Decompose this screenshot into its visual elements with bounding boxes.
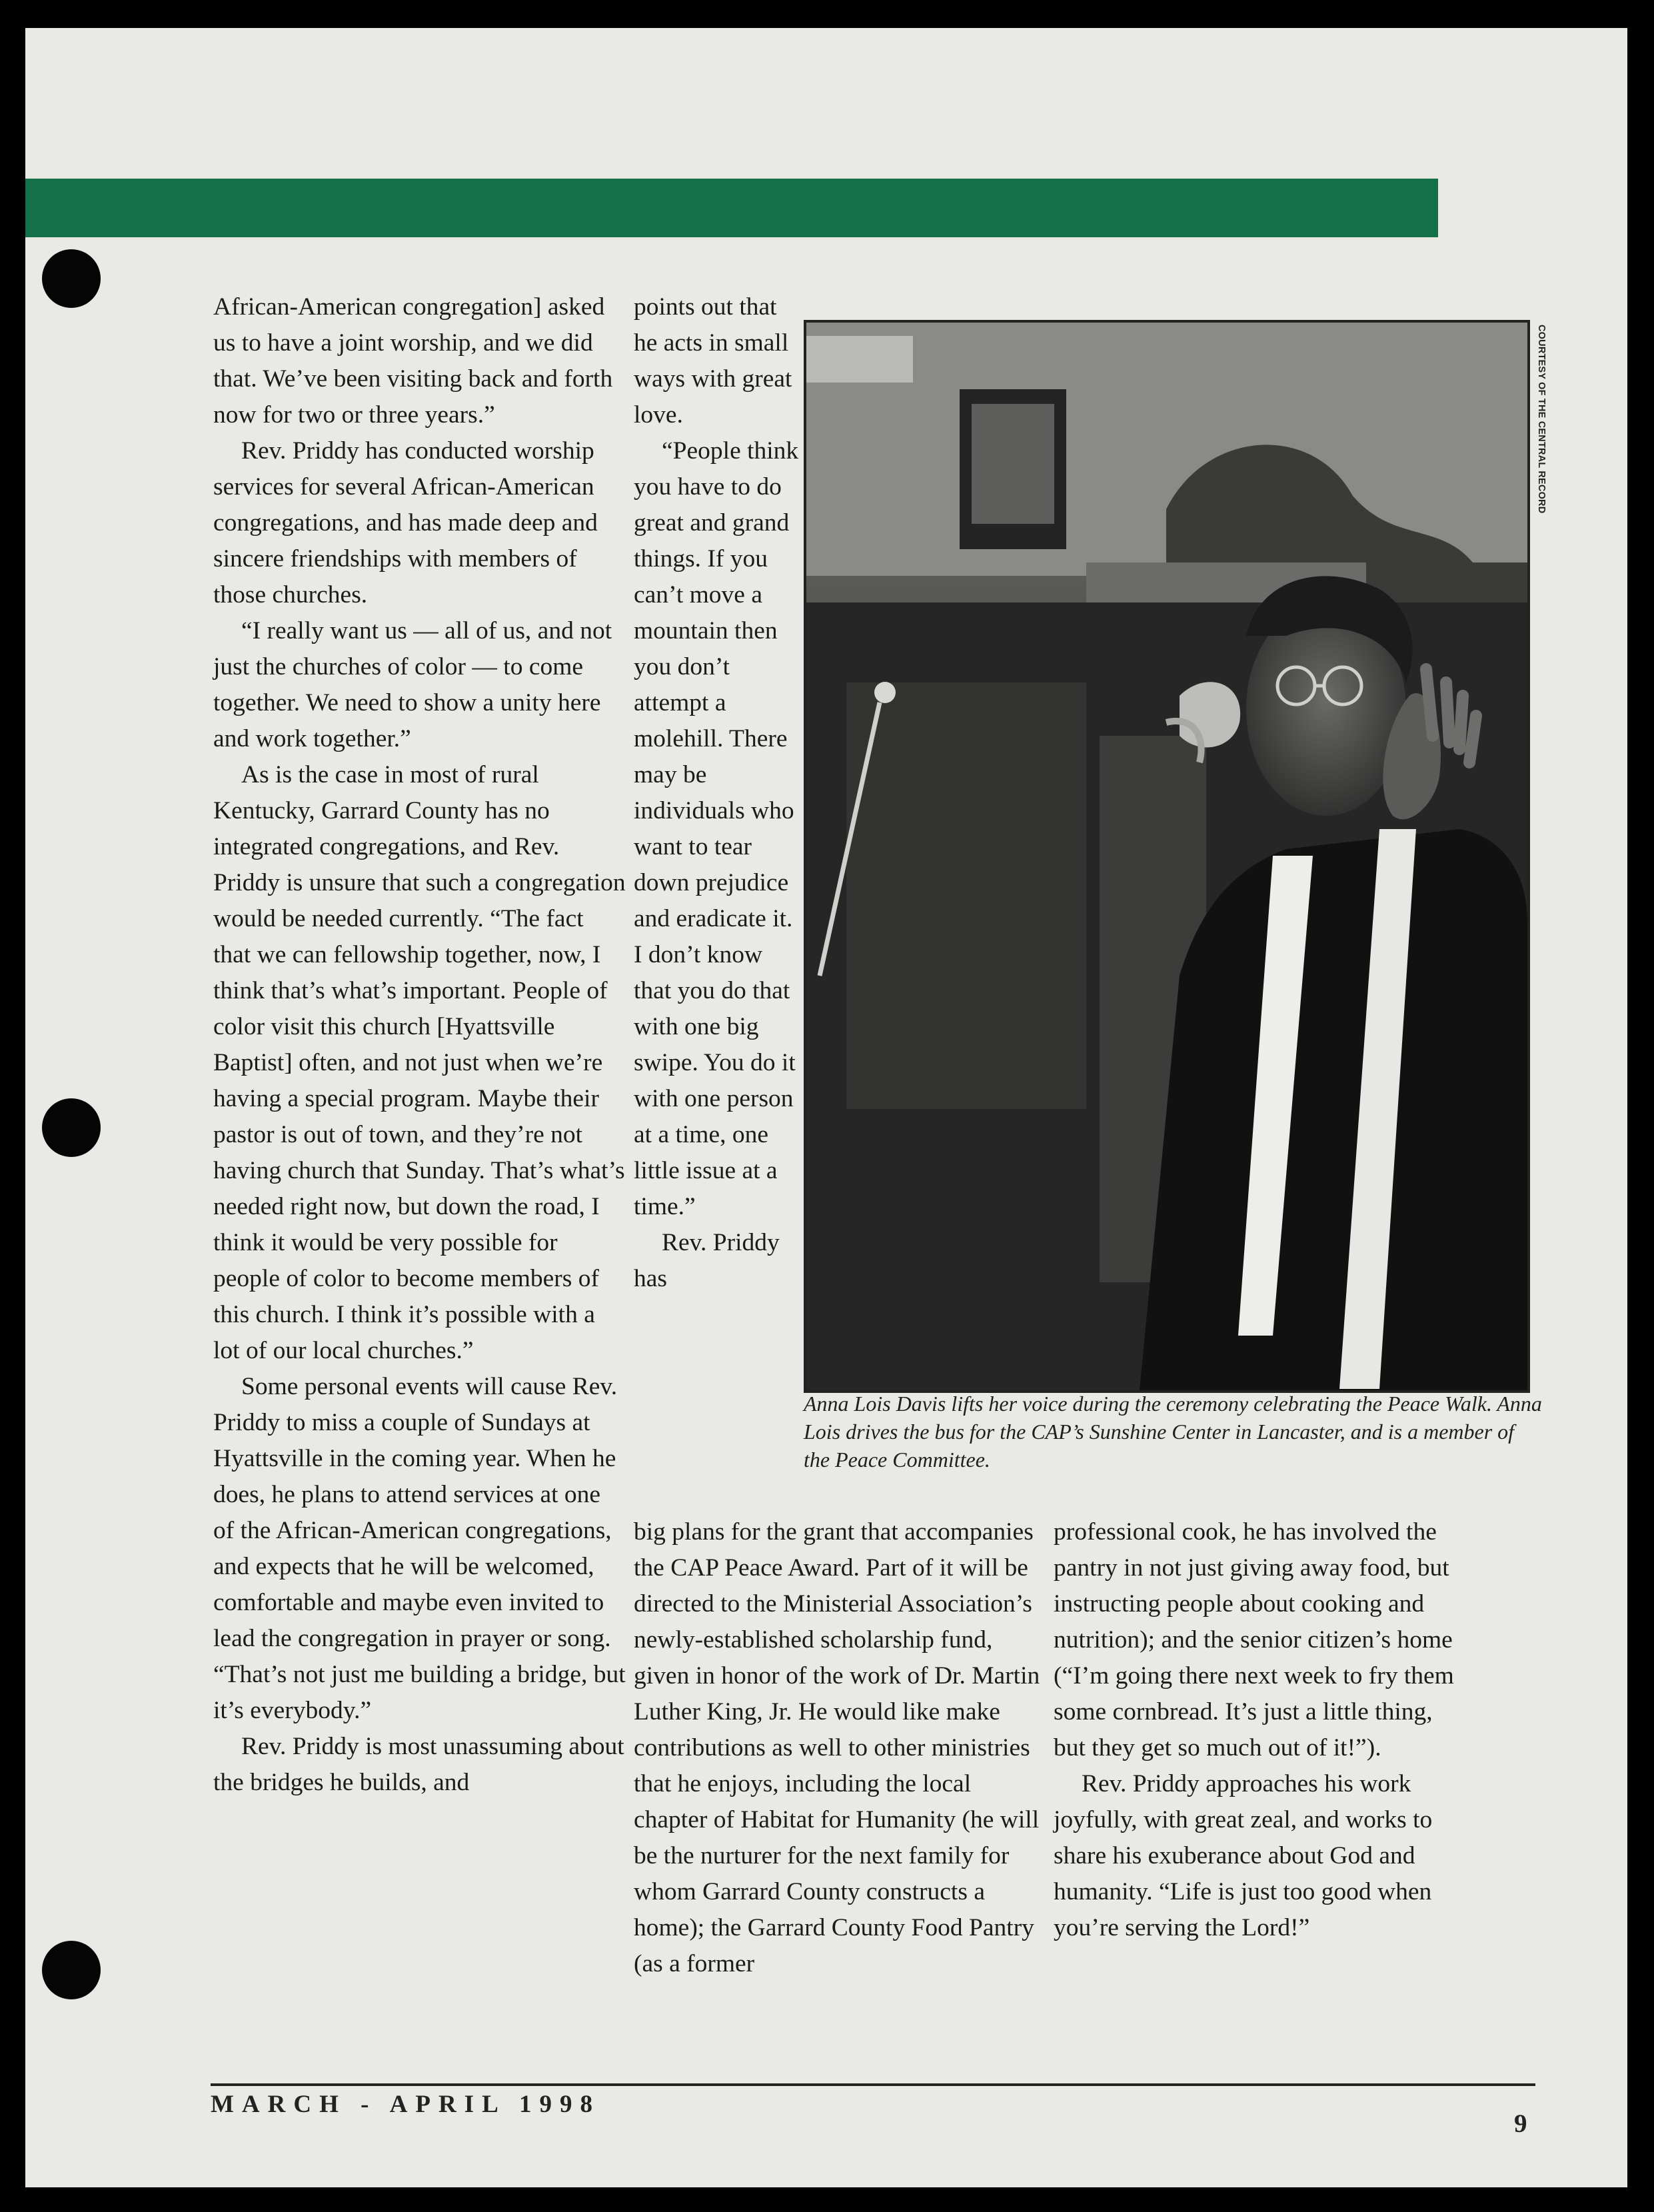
binder-hole-bottom — [42, 1941, 101, 1999]
article-column-4 — [1054, 1514, 1467, 1946]
binder-hole-middle — [42, 1098, 101, 1157]
article-paragraph: Rev. Priddy is most unassuming about the bridges he builds, and — [213, 1733, 624, 1796]
article-column-2 — [634, 289, 800, 1297]
photo-caption — [804, 1390, 1543, 1474]
article-paragraph: points out that he acts in small ways with great love. — [634, 293, 792, 429]
magazine-page — [25, 28, 1627, 2187]
binder-hole-top — [42, 249, 101, 308]
issue-date: MARCH - APRIL 1998 — [211, 2091, 600, 2118]
article-column-1 — [213, 289, 626, 1801]
photo-illustration — [806, 323, 1527, 1390]
article-photo — [804, 320, 1530, 1393]
article-paragraph: “People think you have to do great and grand things. If you can’t move a mountain then you don’t attempt a molehill. There may be individuals who want to tear down prejudice and eradicate it. I don’t know that you do that with one big swipe. You do it with one person at a time, one little issue at a time.” — [634, 437, 799, 1220]
article-paragraph: Some personal events will cause Rev. Priddy to miss a couple of Sundays at Hyattsville in the coming year. When he does, he plans to attend services at one of the African-American congregations, and expects that he will be welcomed, comfortable and maybe even invited to lead the congregation in prayer or song. “That’s not just me building a bridge, but it’s everybody.” — [213, 1373, 626, 1724]
page-number: 9 — [1514, 2109, 1527, 2138]
footer-rule — [211, 2083, 1535, 2086]
article-paragraph: African-American congregation] asked us to have a joint worship, and we did that. We’ve been visiting back and forth now for two or three years.” — [213, 293, 613, 429]
article-paragraph: Rev. Priddy approaches his work joyfully, with great zeal, and works to share his exuberance about God and humanity. “Life is just too good when you’re serving the Lord!” — [1054, 1770, 1433, 1941]
article-paragraph: Rev. Priddy has conducted worship services for several African-American congregations, and has made deep and sincere friendships with members of those churches. — [213, 437, 598, 608]
header-color-band — [25, 179, 1438, 237]
article-paragraph: “I really want us — all of us, and not just the churches of color — to come together. We need to show a unity here and work together.” — [213, 617, 612, 752]
article-paragraph: professional cook, he has involved the pantry in not just giving away food, but instructing people about cooking and nutrition); and the senior citizen’s home (“I’m going there next week to fry them some cornbread. It’s just a little thing, but they get so much out of it!”). — [1054, 1518, 1454, 1761]
article-paragraph: big plans for the grant that accompanies the CAP Peace Award. Part of it will be directed to the Ministerial Association’s newly-established scholarship fund, given in honor of the work of Dr. Martin Luther King, Jr. He would like make contributions as well to other ministries that he enjoys, including the local chapter of Habitat for Humanity (he will be the nurturer for the next family for whom Garrard County constructs a home); the Garrard County Food Pantry (as a former — [634, 1518, 1040, 1977]
photo-credit: COURTESY OF THE CENTRAL RECORD — [1536, 325, 1547, 514]
article-paragraph: Rev. Priddy has — [634, 1229, 780, 1292]
photo-caption-text: Anna Lois Davis lifts her voice during the ceremony celebrating the Peace Walk. Anna Lois drives the bus for the CAP’s Sunshine Center in Lancaster, and is a member of the Peace Committee. — [804, 1392, 1542, 1472]
article-column-3 — [634, 1514, 1044, 1982]
article-paragraph: As is the case in most of rural Kentucky, Garrard County has no integrated congregations, and Rev. Priddy is unsure that such a congregation would be needed currently. “The fact that we can fellowship together, now, I think that’s what’s important. People of color visit this church [Hyattsville Baptist] often, and not just when we’re having a special program. Maybe their pastor is out of town, and they’re not having church that Sunday. That’s what’s needed right now, but down the road, I think it would be very possible for people of color to become members of this church. I think it’s possible with a lot of our local churches.” — [213, 761, 626, 1364]
